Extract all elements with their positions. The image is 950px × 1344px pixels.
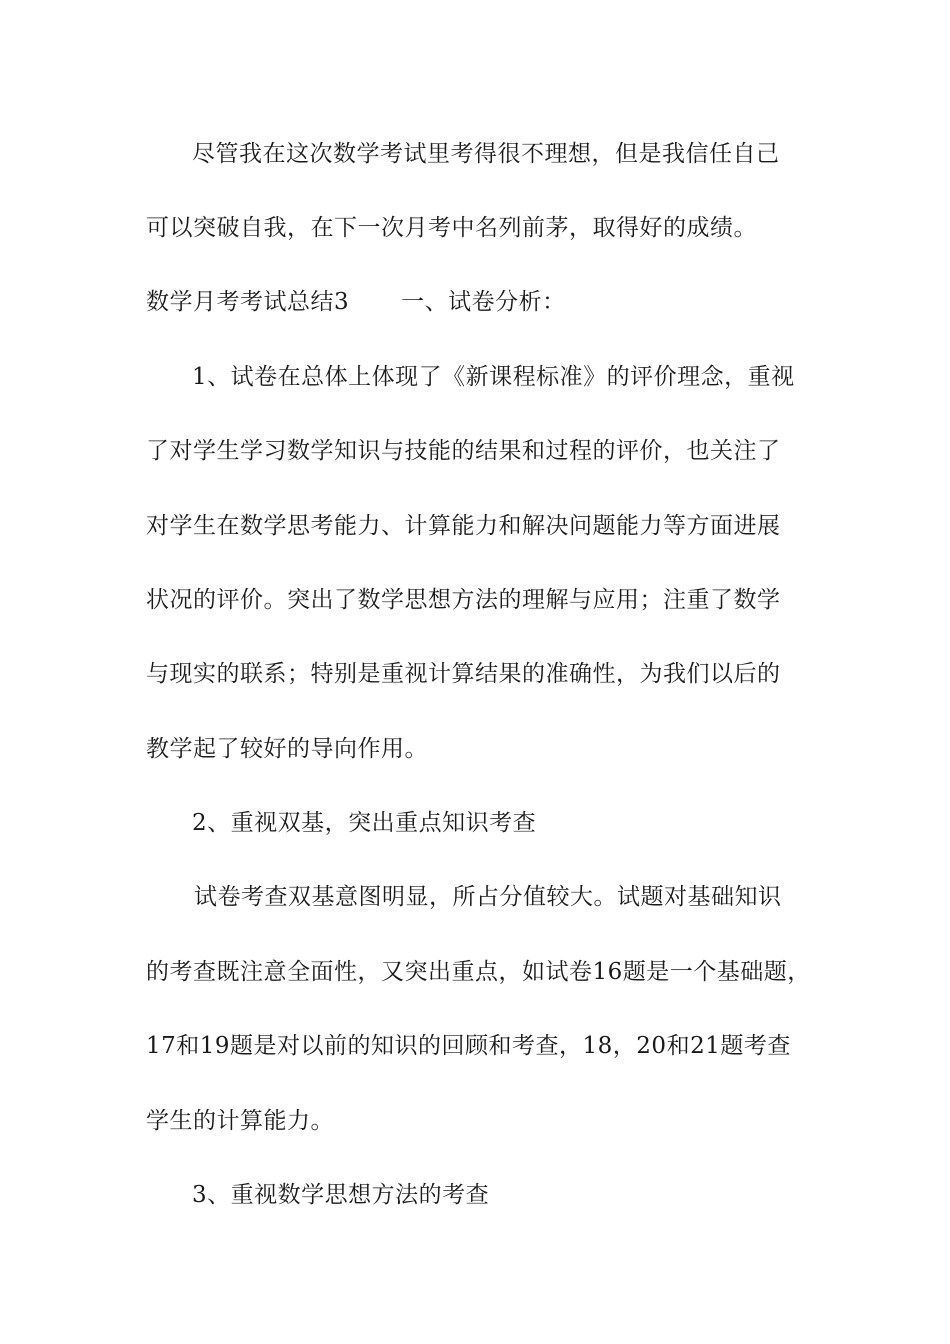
paragraph-line: 了对学生学习数学知识与技能的结果和过程的评价，也关注了 <box>146 438 781 464</box>
paragraph-line: 尽管我在这次数学考试里考得很不理想，但是我信任自己 <box>192 141 780 167</box>
paragraph-line: 教学起了较好的导向作用。 <box>146 736 428 762</box>
paragraph-line: 1、试卷在总体上体现了《新课程标准》的评价理念，重视 <box>192 364 795 390</box>
paragraph-line: 试卷考查双基意图明显，所占分值较大。试题对基础知识 <box>194 884 782 910</box>
paragraph-line: 与现实的联系；特别是重视计算结果的准确性，为我们以后的 <box>146 661 781 687</box>
paragraph-line: 对学生在数学思考能力、计算能力和解决问题能力等方面进展 <box>146 513 781 539</box>
paragraph-line: 状况的评价。突出了数学思想方法的理解与应用；注重了数学 <box>146 587 781 613</box>
paragraph-line: 可以突破自我，在下一次月考中名列前茅，取得好的成绩。 <box>146 215 757 241</box>
subheading-line: 3、重视数学思想方法的考查 <box>192 1182 490 1208</box>
paragraph-line: 学生的计算能力。 <box>146 1108 334 1134</box>
subheading-line: 2、重视双基，突出重点知识考查 <box>192 810 537 836</box>
paragraph-line: 17和19题是对以前的知识的回顾和考查，18，20和21题考查 <box>146 1033 791 1059</box>
paragraph-line: 的考查既注意全面性，又突出重点，如试卷16题是一个基础题， <box>146 959 811 985</box>
section-subtitle: 一、试卷分析： <box>401 289 566 315</box>
heading-line <box>146 288 566 316</box>
section-title: 数学月考考试总结3 <box>146 289 350 315</box>
